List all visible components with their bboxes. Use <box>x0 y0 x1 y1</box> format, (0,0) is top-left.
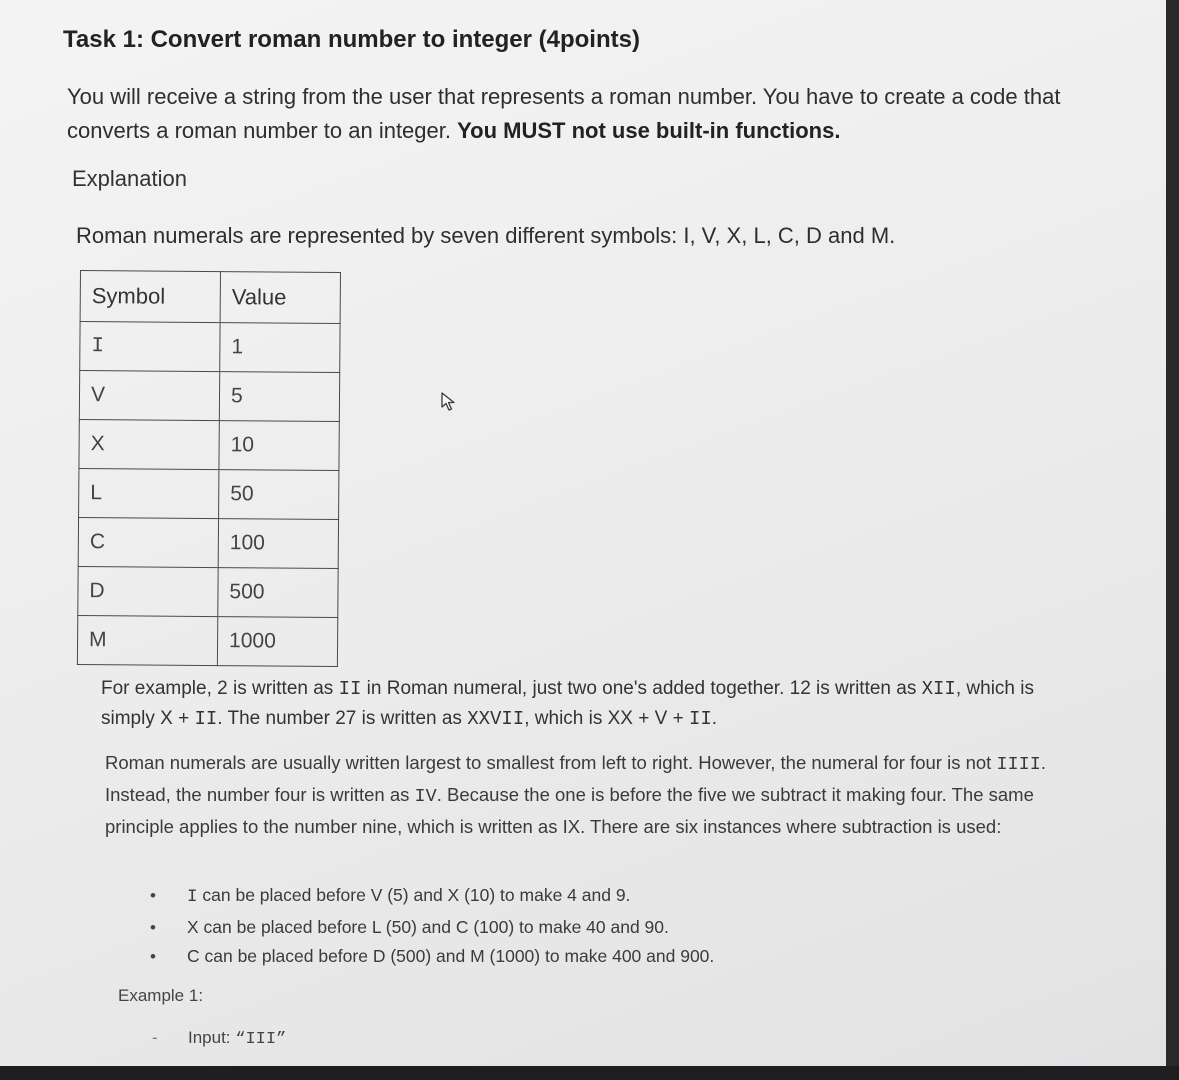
screen-bezel-right <box>1166 0 1179 1080</box>
dash-bullet-icon: - <box>152 1028 158 1047</box>
roman-code: XII <box>921 678 956 700</box>
example-text: , which is XX + V + <box>524 708 689 729</box>
symbol-cell: X <box>79 419 219 469</box>
order-text: Roman numerals are usually written largest to smallest from left to right. However, the numeral for four is not <box>105 752 997 773</box>
order-text: . Instead, the number four is written as <box>105 752 1047 805</box>
table-row <box>79 419 339 470</box>
symbol-cell: C <box>78 517 218 567</box>
table-row <box>78 517 338 568</box>
symbols-sentence: Roman numerals are represented by seven different symbols: I, V, X, L, C, D and M. <box>76 223 896 248</box>
example-text: For example, 2 is written as <box>101 678 339 699</box>
value-cell: 50 <box>219 470 339 520</box>
table-row <box>78 566 338 617</box>
example-input-line <box>152 1028 286 1049</box>
roman-code: II <box>688 708 712 730</box>
roman-code: IV <box>414 786 437 807</box>
list-item <box>150 881 1050 913</box>
example-label: Example 1: <box>118 986 204 1005</box>
input-label: Input: <box>188 1028 236 1047</box>
rule-text: C can be placed before D (500) and M (1000) to make 400 and 900. <box>187 946 715 966</box>
task-title: Task 1: Convert roman number to integer (4points) <box>63 26 640 53</box>
order-text: . Because the one is before the five we subtract it making four. The same principle applies to the number nine, which is written as IX. There are six instances where subtraction is used: <box>105 784 1034 837</box>
example-text: , which is simply X + <box>101 678 1034 729</box>
symbol-cell: M <box>77 615 217 665</box>
value-cell: 1 <box>220 323 340 373</box>
symbol-cell: D <box>78 566 218 616</box>
roman-symbol-table <box>77 270 341 667</box>
explanation-heading: Explanation <box>72 166 187 191</box>
intro-text: You will receive a string from the user that represents a roman number. You have to create a code that converts a roman number to an integer. <box>67 84 1061 143</box>
value-cell: 500 <box>218 568 338 618</box>
roman-code: II <box>194 708 218 730</box>
input-value: “III” <box>235 1030 287 1049</box>
intro-paragraph <box>67 80 1117 148</box>
rule-text: X can be placed before L (50) and C (100) to make 40 and 90. <box>187 916 669 937</box>
screen-bezel-bottom <box>0 1066 1179 1080</box>
intro-bold-requirement: You MUST not use built-in functions. <box>457 118 841 143</box>
table-row <box>79 468 339 519</box>
bullet-icon: • <box>150 947 156 966</box>
table-row <box>79 371 339 422</box>
table-row <box>77 615 337 666</box>
example-text: in Roman numeral, just two one's added together. 12 is written as <box>361 678 922 699</box>
list-item <box>150 913 1050 943</box>
table-header-row <box>80 271 340 324</box>
mouse-pointer-icon <box>440 391 458 413</box>
rule-lead: I <box>187 887 198 907</box>
header-symbol: Symbol <box>80 271 220 323</box>
value-cell: 5 <box>219 372 339 422</box>
rule-text: can be placed before V (5) and X (10) to make 4 and 9. <box>197 885 631 905</box>
bullet-icon: • <box>150 886 156 905</box>
header-value: Value <box>220 272 340 324</box>
subtraction-rules-list <box>150 881 1050 972</box>
example-text: . The number 27 is written as <box>217 708 468 729</box>
roman-code: II <box>338 678 362 700</box>
symbol-cell: V <box>79 371 219 421</box>
bullet-icon: • <box>150 917 156 937</box>
table-row <box>80 322 340 373</box>
value-cell: 100 <box>218 519 338 569</box>
roman-code: IIII <box>996 754 1041 775</box>
list-item <box>150 942 1050 972</box>
symbol-cell: I <box>80 322 220 372</box>
value-cell: 1000 <box>217 617 337 667</box>
example-text: . <box>711 708 718 729</box>
value-cell: 10 <box>219 421 339 471</box>
example-paragraph <box>101 674 1091 734</box>
roman-code: XXVII <box>467 708 525 730</box>
order-paragraph <box>105 748 1095 842</box>
symbol-cell: L <box>79 468 219 518</box>
